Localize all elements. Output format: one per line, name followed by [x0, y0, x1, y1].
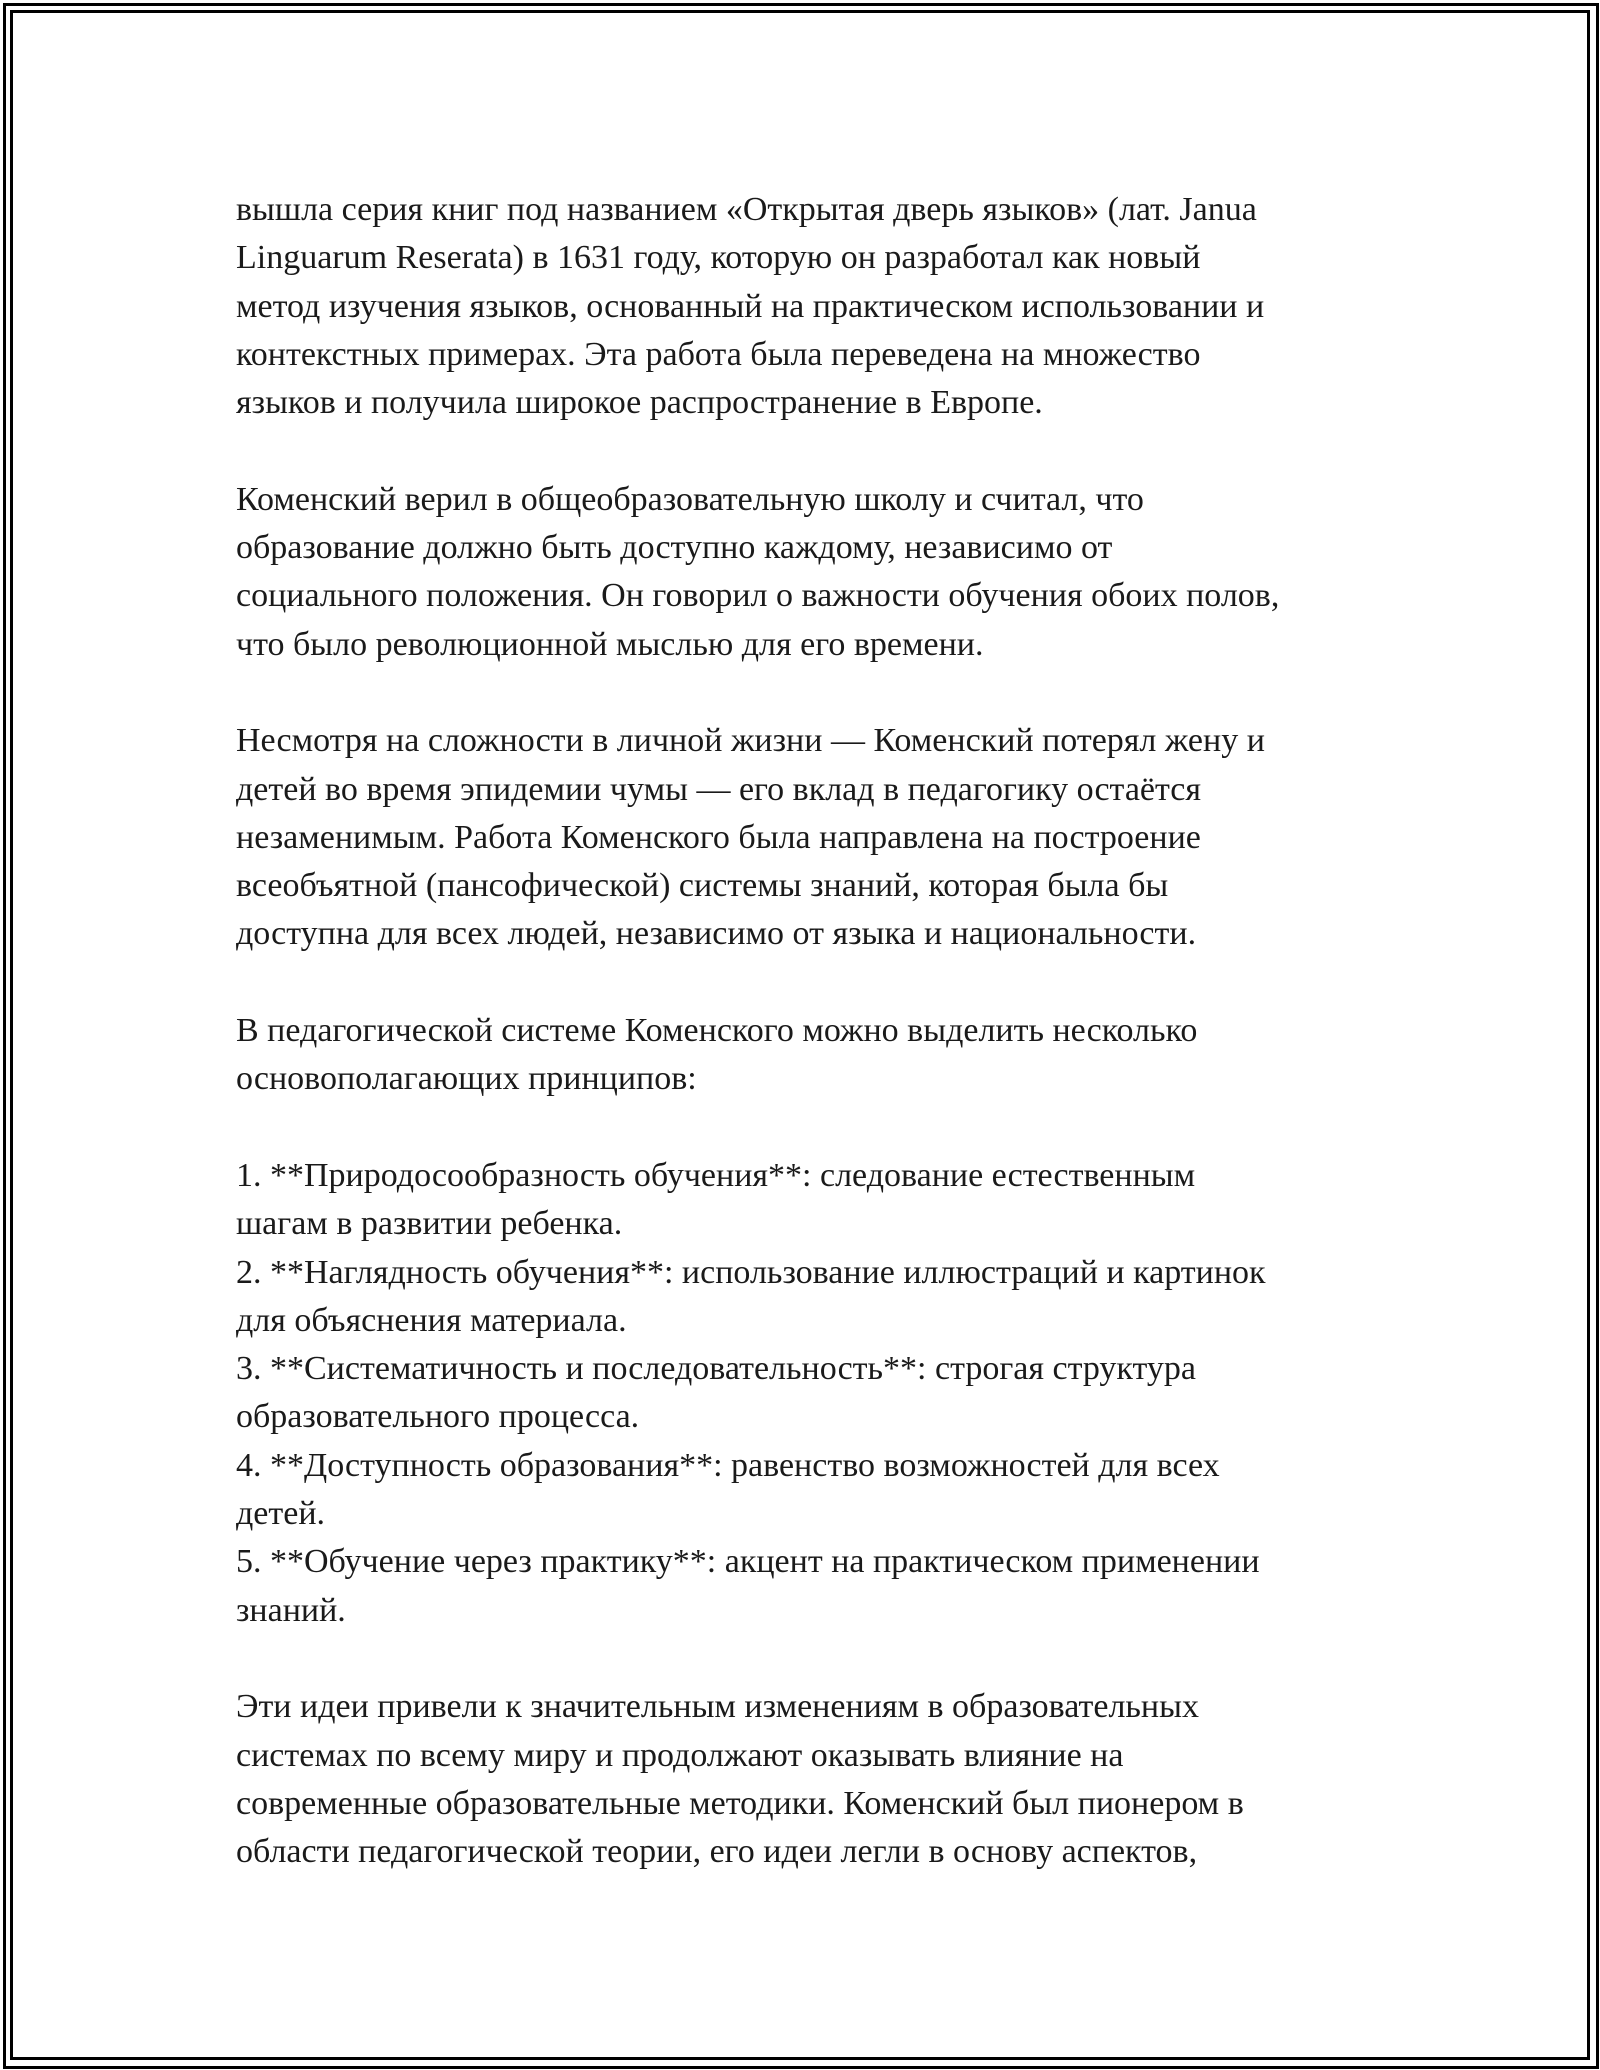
- text-line: метод изучения языков, основанный на практическом использовании и: [236, 287, 1265, 325]
- text-line: вышла серия книг под названием «Открытая дверь языков» (лат. Janua: [236, 191, 1257, 228]
- paragraph-personal-life: [236, 717, 1386, 958]
- text-line: знаний.: [236, 1591, 346, 1629]
- text-line: контекстных примерах. Эта работа была переведена на множество: [236, 335, 1201, 373]
- text-line: 2. **Наглядность обучения**: использование иллюстраций и картинок: [236, 1253, 1266, 1291]
- text-line: для объяснения материала.: [236, 1301, 627, 1339]
- text-line: системах по всему миру и продолжают оказывать влияние на: [236, 1736, 1124, 1774]
- text-line: основополагающих принципов:: [236, 1060, 697, 1098]
- principles-list: [236, 1152, 1386, 1635]
- text-line: 1. **Природосообразность обучения**: следование естественным: [236, 1156, 1196, 1194]
- paragraph-closing: [236, 1683, 1386, 1876]
- document-body: [236, 186, 1386, 1925]
- text-line: образовательного процесса.: [236, 1398, 640, 1436]
- text-line: что было революционной мыслью для его времени.: [236, 625, 984, 663]
- principle-item-naturalness: [236, 1152, 1386, 1249]
- text-line: всеобъятной (пансофической) системы знаний, которая была бы: [236, 867, 1169, 905]
- text-line: Несмотря на сложности в личной жизни — Коменский потерял жену и: [236, 722, 1265, 760]
- principle-item-practice: [236, 1538, 1386, 1635]
- text-line: области педагогической теории, его идеи легли в основу аспектов,: [236, 1833, 1198, 1871]
- text-line: 3. **Систематичность и последовательность**: строгая структура: [236, 1350, 1197, 1388]
- text-line: 5. **Обучение через практику**: акцент на практическом применении: [236, 1543, 1260, 1581]
- text-line: детей.: [236, 1495, 326, 1533]
- text-line: шагам в развитии ребенка.: [236, 1205, 623, 1243]
- text-line: социального положения. Он говорил о важности обучения обоих полов,: [236, 577, 1280, 615]
- text-line: детей во время эпидемии чумы — его вклад в педагогику остаётся: [236, 770, 1202, 808]
- text-line: Коменский верил в общеобразовательную школу и считал, что: [236, 480, 1144, 518]
- text-line: 4. **Доступность образования**: равенство возможностей для всех: [236, 1446, 1220, 1484]
- principle-item-accessibility: [236, 1442, 1386, 1539]
- text-line: языков и получила широкое распространение в Европе.: [236, 384, 1043, 422]
- text-line: современные образовательные методики. Коменский был пионером в: [236, 1784, 1244, 1822]
- paragraph-general-education: [236, 476, 1386, 669]
- text-line: Linguarum Reserata) в 1631 году, которую он разработал как новый: [236, 239, 1201, 277]
- text-line: незаменимым. Работа Коменского была направлена на построение: [236, 818, 1201, 856]
- text-line: Эти идеи привели к значительным изменениям в образовательных: [236, 1688, 1199, 1726]
- text-line: образование должно быть доступно каждому, независимо от: [236, 529, 1113, 567]
- principle-item-systematic: [236, 1345, 1386, 1442]
- principle-item-visual: [236, 1249, 1386, 1346]
- text-line: В педагогической системе Коменского можно выделить несколько: [236, 1012, 1198, 1050]
- text-line: доступна для всех людей, независимо от языка и национальности.: [236, 915, 1197, 953]
- paragraph-principles-intro: [236, 1007, 1386, 1104]
- paragraph-janua-linguarum: [236, 186, 1386, 427]
